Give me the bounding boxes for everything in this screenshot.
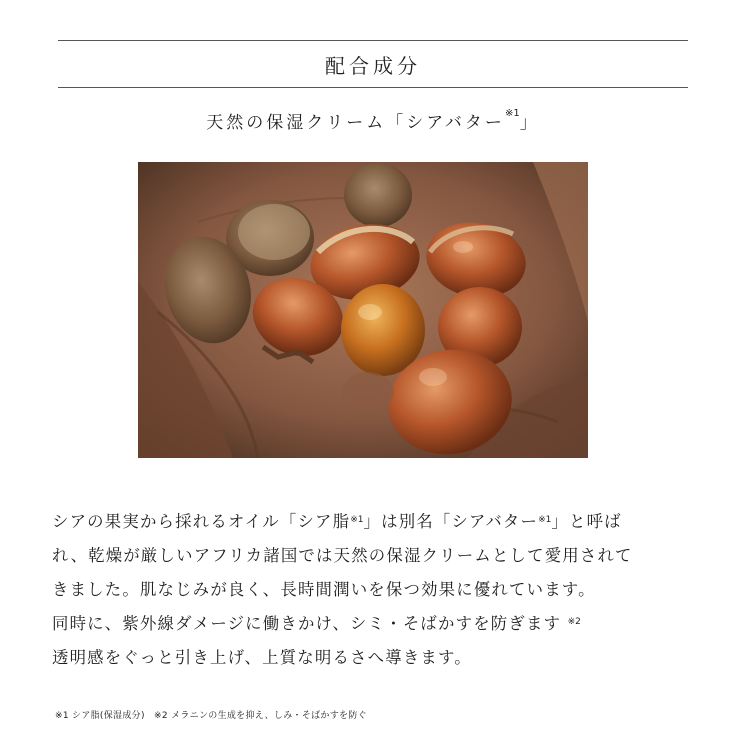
line-1-text-c: 」と呼ば: [551, 512, 622, 531]
subtitle-footnote-mark: ※1: [504, 108, 520, 119]
bottom-divider: [58, 87, 688, 88]
footnote-mark: ※1: [350, 515, 364, 525]
footnote-mark: ※1: [538, 515, 552, 525]
top-divider: [58, 40, 688, 41]
line-1-text-a: シアの果実から採れるオイル「シア脂: [52, 512, 351, 531]
footnote: ※1 シア脂(保湿成分) ※2 メラニンの生成を抑え、しみ・そばかすを防ぐ: [55, 711, 367, 721]
ingredient-subtitle: [58, 108, 688, 133]
subtitle-close-bracket: 」: [519, 113, 540, 133]
shea-nuts-illustration: [138, 162, 588, 458]
subtitle-text: 天然の保湿クリーム「シアバター: [206, 113, 505, 133]
line-4-text: 同時に、紫外線ダメージに働きかけ、シミ・そばかすを防ぎます: [52, 614, 562, 633]
ingredient-description: [52, 505, 702, 675]
shea-nuts-photo: [138, 162, 588, 458]
section-title: 配合成分: [325, 53, 421, 78]
description-line-3: きました。肌なじみが良く、長時間潤いを保つ効果に優れています。: [52, 580, 596, 599]
description-line-1: [52, 505, 702, 539]
description-line-5: 透明感をぐっと引き上げ、上質な明るさへ導きます。: [52, 648, 472, 667]
description-line-2: れ、乾燥が厳しいアフリカ諸国では天然の保湿クリームとして愛用されて: [52, 546, 633, 565]
description-line-4: [52, 607, 702, 641]
line-1-text-b: 」は別名「シアバター: [363, 512, 539, 531]
footnote-mark: ※2: [567, 617, 581, 627]
